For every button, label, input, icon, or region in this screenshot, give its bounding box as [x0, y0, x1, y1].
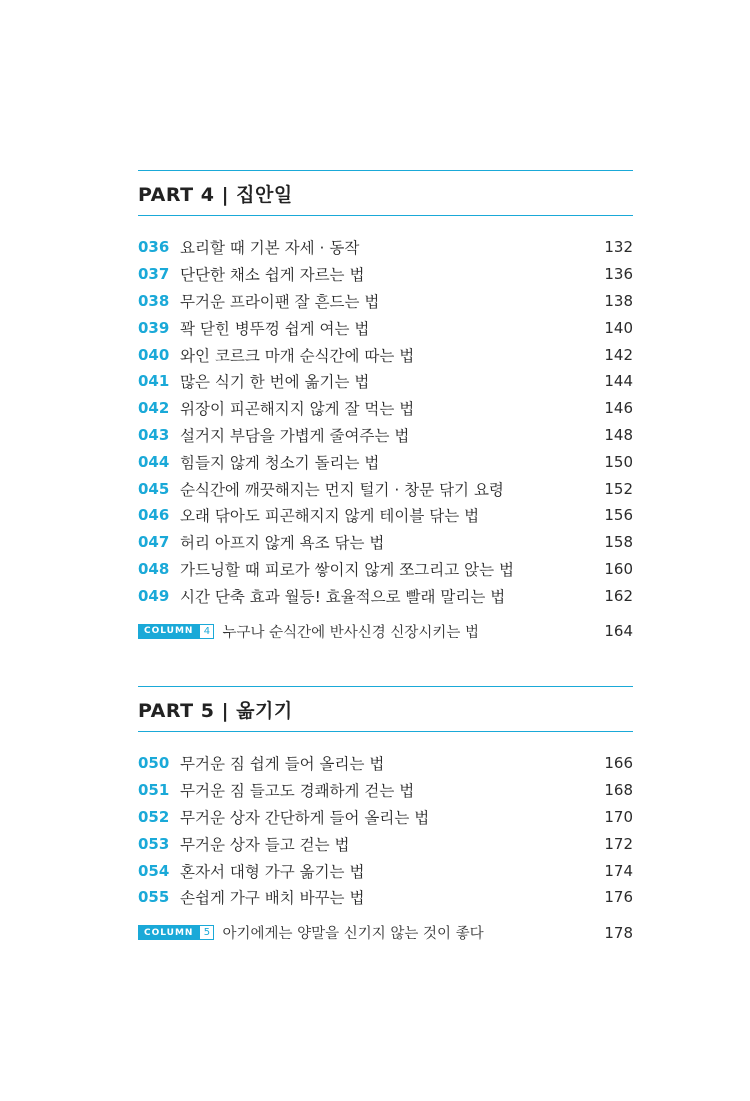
entry-page: 172: [604, 834, 633, 853]
entry-number: 042: [138, 399, 170, 418]
toc-entry[interactable]: [138, 341, 633, 368]
toc-entry[interactable]: [138, 777, 633, 804]
column-badge: [138, 624, 214, 639]
entry-title: 힘들지 않게 청소기 돌리는 법: [180, 453, 380, 472]
part-header: [138, 170, 633, 216]
entry-title: 손쉽게 가구 배치 바꾸는 법: [180, 889, 365, 908]
toc-entry[interactable]: [138, 395, 633, 422]
entry-number: 054: [138, 861, 170, 880]
column-title: 누구나 순식간에 반사신경 신장시키는 법: [222, 624, 480, 641]
entry-title: 오래 닦아도 피곤해지지 않게 테이블 닦는 법: [180, 507, 480, 526]
entry-number: 045: [138, 479, 170, 498]
column-number: 4: [199, 624, 214, 639]
entry-number: 053: [138, 834, 170, 853]
entry-number: 039: [138, 318, 170, 337]
entry-number: 049: [138, 586, 170, 605]
entry-page: 140: [604, 318, 633, 337]
entry-number: 043: [138, 425, 170, 444]
entry-page: 168: [604, 781, 633, 800]
entry-number: 041: [138, 372, 170, 391]
entry-number: 036: [138, 238, 170, 257]
toc-entry[interactable]: [138, 804, 633, 831]
entry-page: 170: [604, 807, 633, 826]
column-badge: [138, 925, 214, 940]
entry-page: 152: [604, 479, 633, 498]
toc-entry[interactable]: [138, 556, 633, 583]
entry-title: 무거운 프라이팬 잘 흔드는 법: [180, 292, 380, 311]
entry-page: 160: [604, 559, 633, 578]
toc-entry[interactable]: [138, 857, 633, 884]
entry-page: 132: [604, 238, 633, 257]
toc-entry[interactable]: [138, 368, 633, 395]
entry-number: 044: [138, 452, 170, 471]
entry-page: 158: [604, 533, 633, 552]
entry-title: 혼자서 대형 가구 옮기는 법: [180, 862, 365, 881]
column-page: 178: [604, 923, 633, 942]
toc-entry[interactable]: [138, 502, 633, 529]
entry-page: 142: [604, 345, 633, 364]
entry-title: 꽉 닫힌 병뚜껑 쉽게 여는 법: [180, 319, 370, 338]
entry-page: 136: [604, 265, 633, 284]
toc-entry[interactable]: [138, 475, 633, 502]
entry-page: 156: [604, 506, 633, 525]
entry-title: 무거운 짐 쉽게 들어 올리는 법: [180, 755, 385, 774]
toc-entry[interactable]: [138, 582, 633, 609]
entry-page: 146: [604, 399, 633, 418]
entry-number: 038: [138, 291, 170, 310]
entry-number: 048: [138, 559, 170, 578]
entry-number: 050: [138, 754, 170, 773]
entry-list: [138, 234, 633, 609]
entry-title: 요리할 때 기본 자세 · 동작: [180, 239, 360, 258]
entry-title: 위장이 피곤해지지 않게 잘 먹는 법: [180, 400, 415, 419]
entry-title: 시간 단축 효과 월등! 효율적으로 빨래 말리는 법: [180, 587, 506, 606]
entry-page: 148: [604, 425, 633, 444]
toc-entry[interactable]: [138, 261, 633, 288]
part-header: [138, 686, 633, 732]
entry-number: 052: [138, 807, 170, 826]
entry-number: 051: [138, 781, 170, 800]
toc-entry[interactable]: [138, 288, 633, 315]
entry-number: 047: [138, 533, 170, 552]
entry-title: 무거운 상자 들고 걷는 법: [180, 835, 350, 854]
entry-number: 055: [138, 888, 170, 907]
entry-page: 162: [604, 586, 633, 605]
entry-number: 046: [138, 506, 170, 525]
entry-title: 가드닝할 때 피로가 쌓이지 않게 쪼그리고 앉는 법: [180, 560, 514, 579]
part-5-section: [138, 686, 633, 947]
entry-page: 176: [604, 888, 633, 907]
entry-page: 138: [604, 291, 633, 310]
entry-title: 단단한 채소 쉽게 자르는 법: [180, 266, 365, 285]
entry-page: 166: [604, 754, 633, 773]
column-label: COLUMN: [138, 925, 199, 940]
column-entry[interactable]: [138, 617, 633, 645]
entry-title: 많은 식기 한 번에 옮기는 법: [180, 373, 370, 392]
column-title: 아기에게는 양말을 신기지 않는 것이 좋다: [222, 926, 484, 943]
column-number: 5: [199, 925, 214, 940]
toc-entry[interactable]: [138, 830, 633, 857]
part-4-section: [138, 170, 633, 645]
toc-entry[interactable]: [138, 422, 633, 449]
part-title: PART 4 | 집안일: [138, 183, 293, 206]
entry-number: 040: [138, 345, 170, 364]
toc-entry[interactable]: [138, 884, 633, 911]
entry-title: 순식간에 깨끗해지는 먼지 털기 · 창문 닦기 요령: [180, 480, 504, 499]
toc-entry[interactable]: [138, 750, 633, 777]
column-entry[interactable]: [138, 919, 633, 947]
entry-title: 무거운 상자 간단하게 들어 올리는 법: [180, 808, 430, 827]
toc-entry[interactable]: [138, 448, 633, 475]
entry-title: 와인 코르크 마개 순식간에 따는 법: [180, 346, 415, 365]
toc-entry[interactable]: [138, 314, 633, 341]
column-page: 164: [604, 622, 633, 641]
part-title: PART 5 | 옮기기: [138, 699, 293, 722]
entry-list: [138, 750, 633, 911]
entry-page: 144: [604, 372, 633, 391]
column-label: COLUMN: [138, 624, 199, 639]
entry-page: 150: [604, 452, 633, 471]
entry-page: 174: [604, 861, 633, 880]
entry-title: 설거지 부담을 가볍게 줄여주는 법: [180, 426, 410, 445]
toc-entry[interactable]: [138, 234, 633, 261]
entry-title: 허리 아프지 않게 욕조 닦는 법: [180, 534, 385, 553]
toc-entry[interactable]: [138, 529, 633, 556]
entry-title: 무거운 짐 들고도 경쾌하게 걷는 법: [180, 782, 415, 801]
entry-number: 037: [138, 265, 170, 284]
